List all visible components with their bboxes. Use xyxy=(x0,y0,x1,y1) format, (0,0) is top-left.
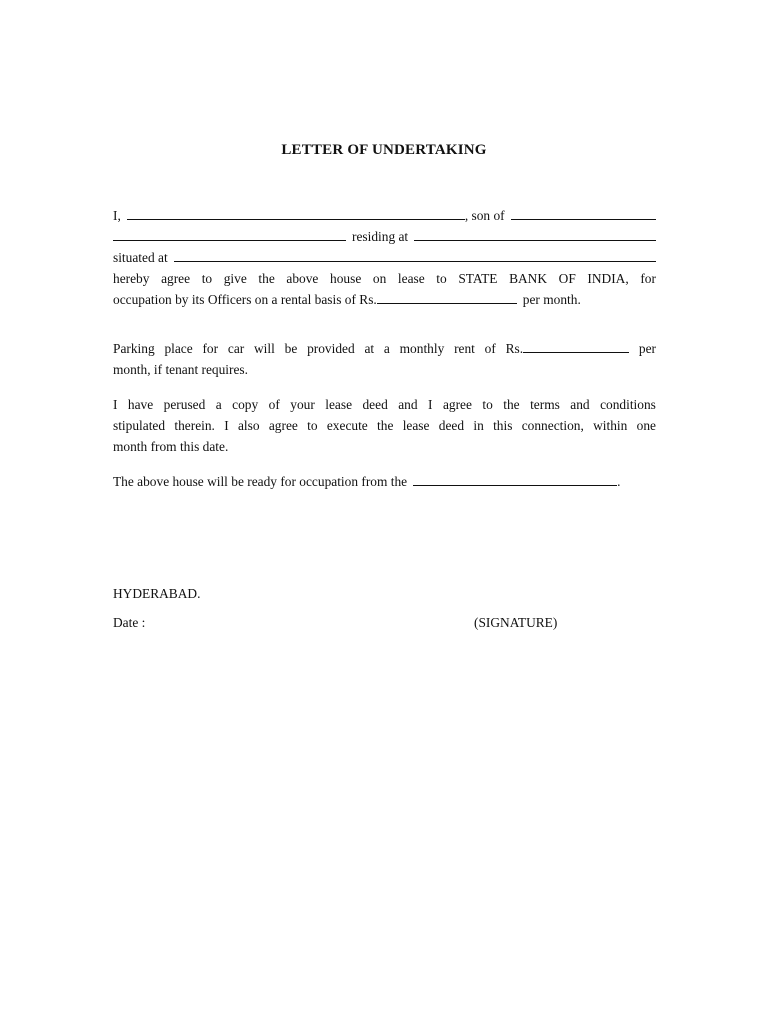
para3-line1-word: of xyxy=(268,397,280,412)
para3-line3: month from this date. xyxy=(113,439,229,454)
para2-line2: month, if tenant requires. xyxy=(113,362,248,377)
para2-line1-word: rent xyxy=(454,341,475,356)
para1-line4-word: above xyxy=(286,271,319,286)
para3-line1-word: the xyxy=(503,397,520,412)
parking-rs-group xyxy=(506,338,630,359)
parking-rs-label: Rs. xyxy=(505,341,524,356)
situated-at-label: situated at xyxy=(113,250,168,265)
para1-line3 xyxy=(113,247,656,268)
para3-line1-word: agree xyxy=(442,397,472,412)
para1-line4 xyxy=(113,268,656,289)
para1-line4-word: the xyxy=(258,271,275,286)
para3-line2-word: I xyxy=(224,418,229,433)
para1-line4-word: to xyxy=(436,271,447,286)
para3-line1-word: I xyxy=(428,397,433,412)
name-cont-blank[interactable] xyxy=(113,226,346,241)
ready-date-blank[interactable] xyxy=(413,471,617,486)
para3-line2-word: in xyxy=(473,418,484,433)
para1-line4-word: to xyxy=(201,271,213,286)
para2-line1-word: be xyxy=(284,341,298,356)
para1-line4-word: STATE xyxy=(458,271,498,286)
para1-line5 xyxy=(113,289,656,310)
para3-line1-word: copy xyxy=(232,397,259,412)
para1-line4-word: OF xyxy=(558,271,576,286)
para1-line4-word: BANK xyxy=(509,271,548,286)
para1-line1 xyxy=(113,205,656,226)
para2-line1-word: of xyxy=(484,341,496,356)
para3-line2-word: the xyxy=(377,418,394,433)
rent-amount-blank[interactable] xyxy=(377,289,517,304)
para3-line1-word: lease xyxy=(325,397,353,412)
para3-line1-word: have xyxy=(127,397,154,412)
parking-rent-blank[interactable] xyxy=(523,338,629,353)
para3-line2-word: therein. xyxy=(174,418,215,433)
para1-line4-word: on xyxy=(372,271,387,286)
para1-line4-word: house xyxy=(330,271,362,286)
para3-line2-word: also xyxy=(237,418,260,433)
para2-line1-word: place xyxy=(164,341,193,356)
para3-line2-word: execute xyxy=(326,418,368,433)
father-name-blank[interactable] xyxy=(511,205,656,220)
para2-line1-word: Parking xyxy=(113,341,155,356)
house-location-blank[interactable] xyxy=(174,247,656,262)
para3-line2-word: this xyxy=(493,418,513,433)
residence-blank[interactable] xyxy=(414,226,656,241)
date-label: Date : xyxy=(113,615,146,630)
para3-line1-word: to xyxy=(482,397,493,412)
i-label: I, xyxy=(113,208,121,223)
para2-line1-word: monthly xyxy=(399,341,445,356)
para2-line1-word: for xyxy=(202,341,219,356)
period-text: . xyxy=(617,474,621,489)
para3-line2 xyxy=(113,415,656,436)
name-blank[interactable] xyxy=(127,205,465,220)
para3-line1 xyxy=(113,394,656,415)
para3-line2-word: agree xyxy=(268,418,298,433)
para3-line1-word: and xyxy=(398,397,418,412)
rental-basis-text: occupation by its Officers on a rental basis of Rs. xyxy=(113,292,377,307)
para3-line1-word: I xyxy=(113,397,118,412)
para3-line2-word: lease xyxy=(402,418,430,433)
per-month-text: per month. xyxy=(522,292,581,307)
para3-line2-word: connection, xyxy=(521,418,584,433)
para3-line2-word: stipulated xyxy=(113,418,166,433)
signature-label: (SIGNATURE) xyxy=(474,615,558,630)
para2-line1-word: will xyxy=(254,341,275,356)
para3-line1-word: conditions xyxy=(600,397,656,412)
para1-line4-word: give xyxy=(223,271,247,286)
para2-line1-word: at xyxy=(364,341,375,356)
residing-at-label: residing at xyxy=(352,229,409,244)
para3-line2-word: within xyxy=(593,418,628,433)
para3-line1-word: terms xyxy=(530,397,560,412)
para3-line1-word: and xyxy=(570,397,590,412)
para3-line1-word: your xyxy=(290,397,315,412)
para3-line1-word: deed xyxy=(362,397,388,412)
para1-line4-word: for xyxy=(640,271,656,286)
para1-line2 xyxy=(113,226,656,247)
son-of-label: , son of xyxy=(464,208,505,223)
document-title: LETTER OF UNDERTAKING xyxy=(281,142,487,158)
para1-line4-word: agree xyxy=(161,271,191,286)
para3-line1-word: perused xyxy=(163,397,206,412)
para2-line1 xyxy=(113,338,656,359)
para3-line1-word: a xyxy=(215,397,222,412)
parking-per-text: per xyxy=(638,341,656,356)
para3-line2-word: deed xyxy=(438,418,465,433)
para3-line2-word: one xyxy=(636,418,656,433)
para3-line2-word: to xyxy=(307,418,318,433)
para1-line4-word: lease xyxy=(397,271,425,286)
para2-line1-word: car xyxy=(227,341,245,356)
para1-line4-word: hereby xyxy=(113,271,150,286)
para2-line1-word: a xyxy=(383,341,390,356)
place-text: HYDERABAD. xyxy=(113,586,201,601)
para2-line1-word: provided xyxy=(307,341,355,356)
para4-line1 xyxy=(113,471,656,492)
ready-occupation-text: The above house will be ready for occupation from the xyxy=(113,474,408,489)
para1-line4-word: INDIA, xyxy=(587,271,629,286)
